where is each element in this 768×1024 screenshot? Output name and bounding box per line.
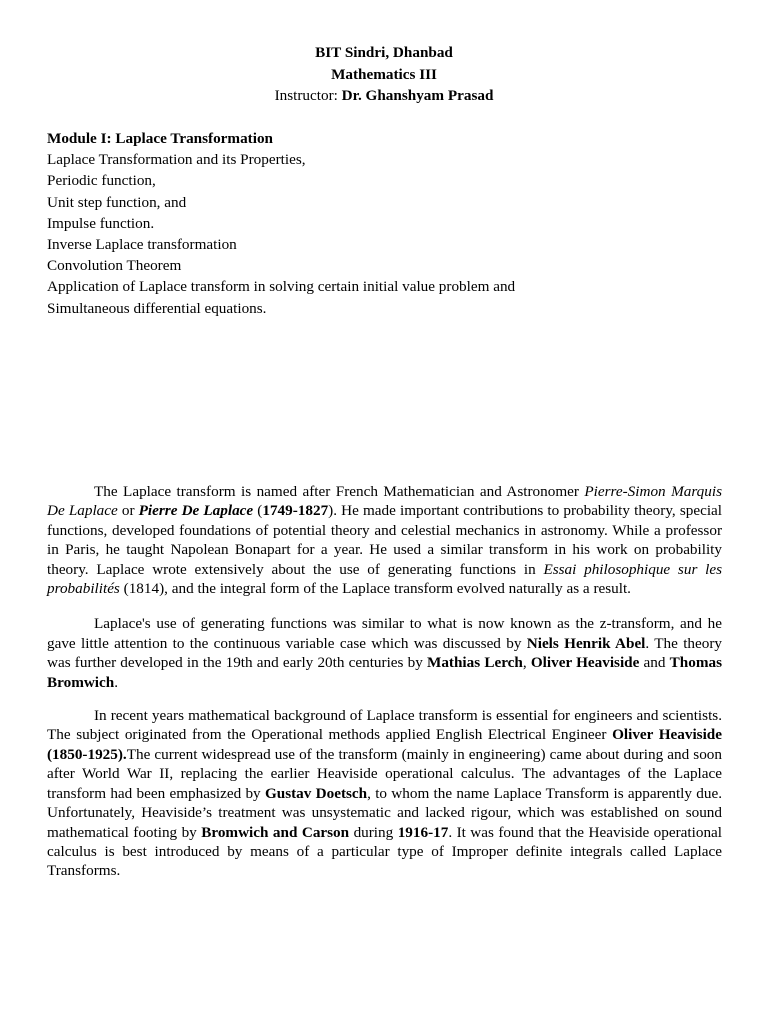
text-run-bold: Gustav Doetsch [264,784,368,802]
paragraph-development [47,614,722,692]
text-run-bold: Niels Henrik Abel [526,634,646,652]
text-run-bold-italic: Pierre De Laplace [138,502,254,520]
text-run: during [349,823,398,841]
text-run: (1814), and the integral form of the Laplace transform evolved naturally as a result. [119,580,631,598]
instructor-line [0,85,768,107]
text-run-bold: Mathias Lerch [427,654,523,672]
text-run: Laplace's use of generating functions was similar to what is now known as the z-transform, and he gave little attention to the continuous variable case which was discussed by [47,615,722,652]
module-topic: Inverse Laplace transformation [47,236,237,254]
instructor-name: Dr. Ghanshyam Prasad [341,87,494,104]
text-run-bold: Oliver Heaviside [530,654,640,672]
text-run-bold: 1749-1827 [262,502,329,520]
course-title: Mathematics III [331,65,437,83]
text-run: . It was found that the Heaviside operational calculus is best introduced by means of a particular type of Improper definite integrals called Laplace Transforms. [47,823,722,880]
text-run: . The theory was further developed in the 19th and early 20th centuries by [47,634,722,672]
module-title: Module I: Laplace Transformation [47,130,273,147]
text-run: In recent years mathematical background of Laplace transform is essential for engineers and scientists. The subject originated from the Operational methods applied English Electrical Engineer [47,707,722,744]
paragraph-modern [47,706,722,881]
module-topic: Application of Laplace transform in solving certain initial value problem and [47,278,516,296]
text-run: . [114,673,119,691]
text-run-italic: Pierre-Simon Marquis De Laplace [47,483,722,520]
text-run: The Laplace transform is named after French Mathematician and Astronomer [94,483,585,500]
module-topic: Convolution Theorem [47,257,182,275]
text-run-italic: Essai philosophique sur les probabilités [47,560,722,598]
text-run: , [522,654,531,672]
module-topic: Laplace Transformation and its Properties, [47,151,306,169]
module-topic: Periodic function, [47,172,156,190]
body-text [47,482,722,891]
text-run: ). He made important contributions to probability theory, special functions, developed foundations of potential theory and celestial mechanics in astronomy. While a professor in Paris, he taught Napolean Bonapart for a year. He used a similar transform in his work on probability theory. Laplace wrote extensively about the use of generating functions in [47,502,723,578]
text-run: or [117,502,139,520]
text-run: ( [253,502,263,520]
text-run: The current widespread use of the transform (mainly in engineering) came about during and soon after World War II, replacing the earlier Heaviside operational calculus. The advantages of the Laplace transform had been emphasized by [47,745,722,802]
paragraph-history [47,482,722,598]
module-topic: Simultaneous differential equations. [47,299,267,317]
institute-name: BIT Sindri, Dhanbad [315,44,453,61]
text-run-bold: 1916-17 [397,823,449,841]
module-topic: Unit step function, and [47,193,187,211]
instructor-label: Instructor: [274,87,342,104]
text-run-bold: Oliver Heaviside (1850-1925). [47,726,722,763]
text-run-bold: Thomas Bromwich [47,654,722,691]
text-run: and [639,654,670,672]
module-topic: Impulse function. [47,214,155,232]
text-run: , to whom the name Laplace Transform is apparently due. Unfortunately, Heaviside’s treatment was unsystematic and lacked rigour, which was established on sound mathematical footing by [47,784,723,841]
module-section [47,128,727,319]
text-run-bold: Bromwich and Carson [201,823,350,841]
document-header [0,42,768,107]
